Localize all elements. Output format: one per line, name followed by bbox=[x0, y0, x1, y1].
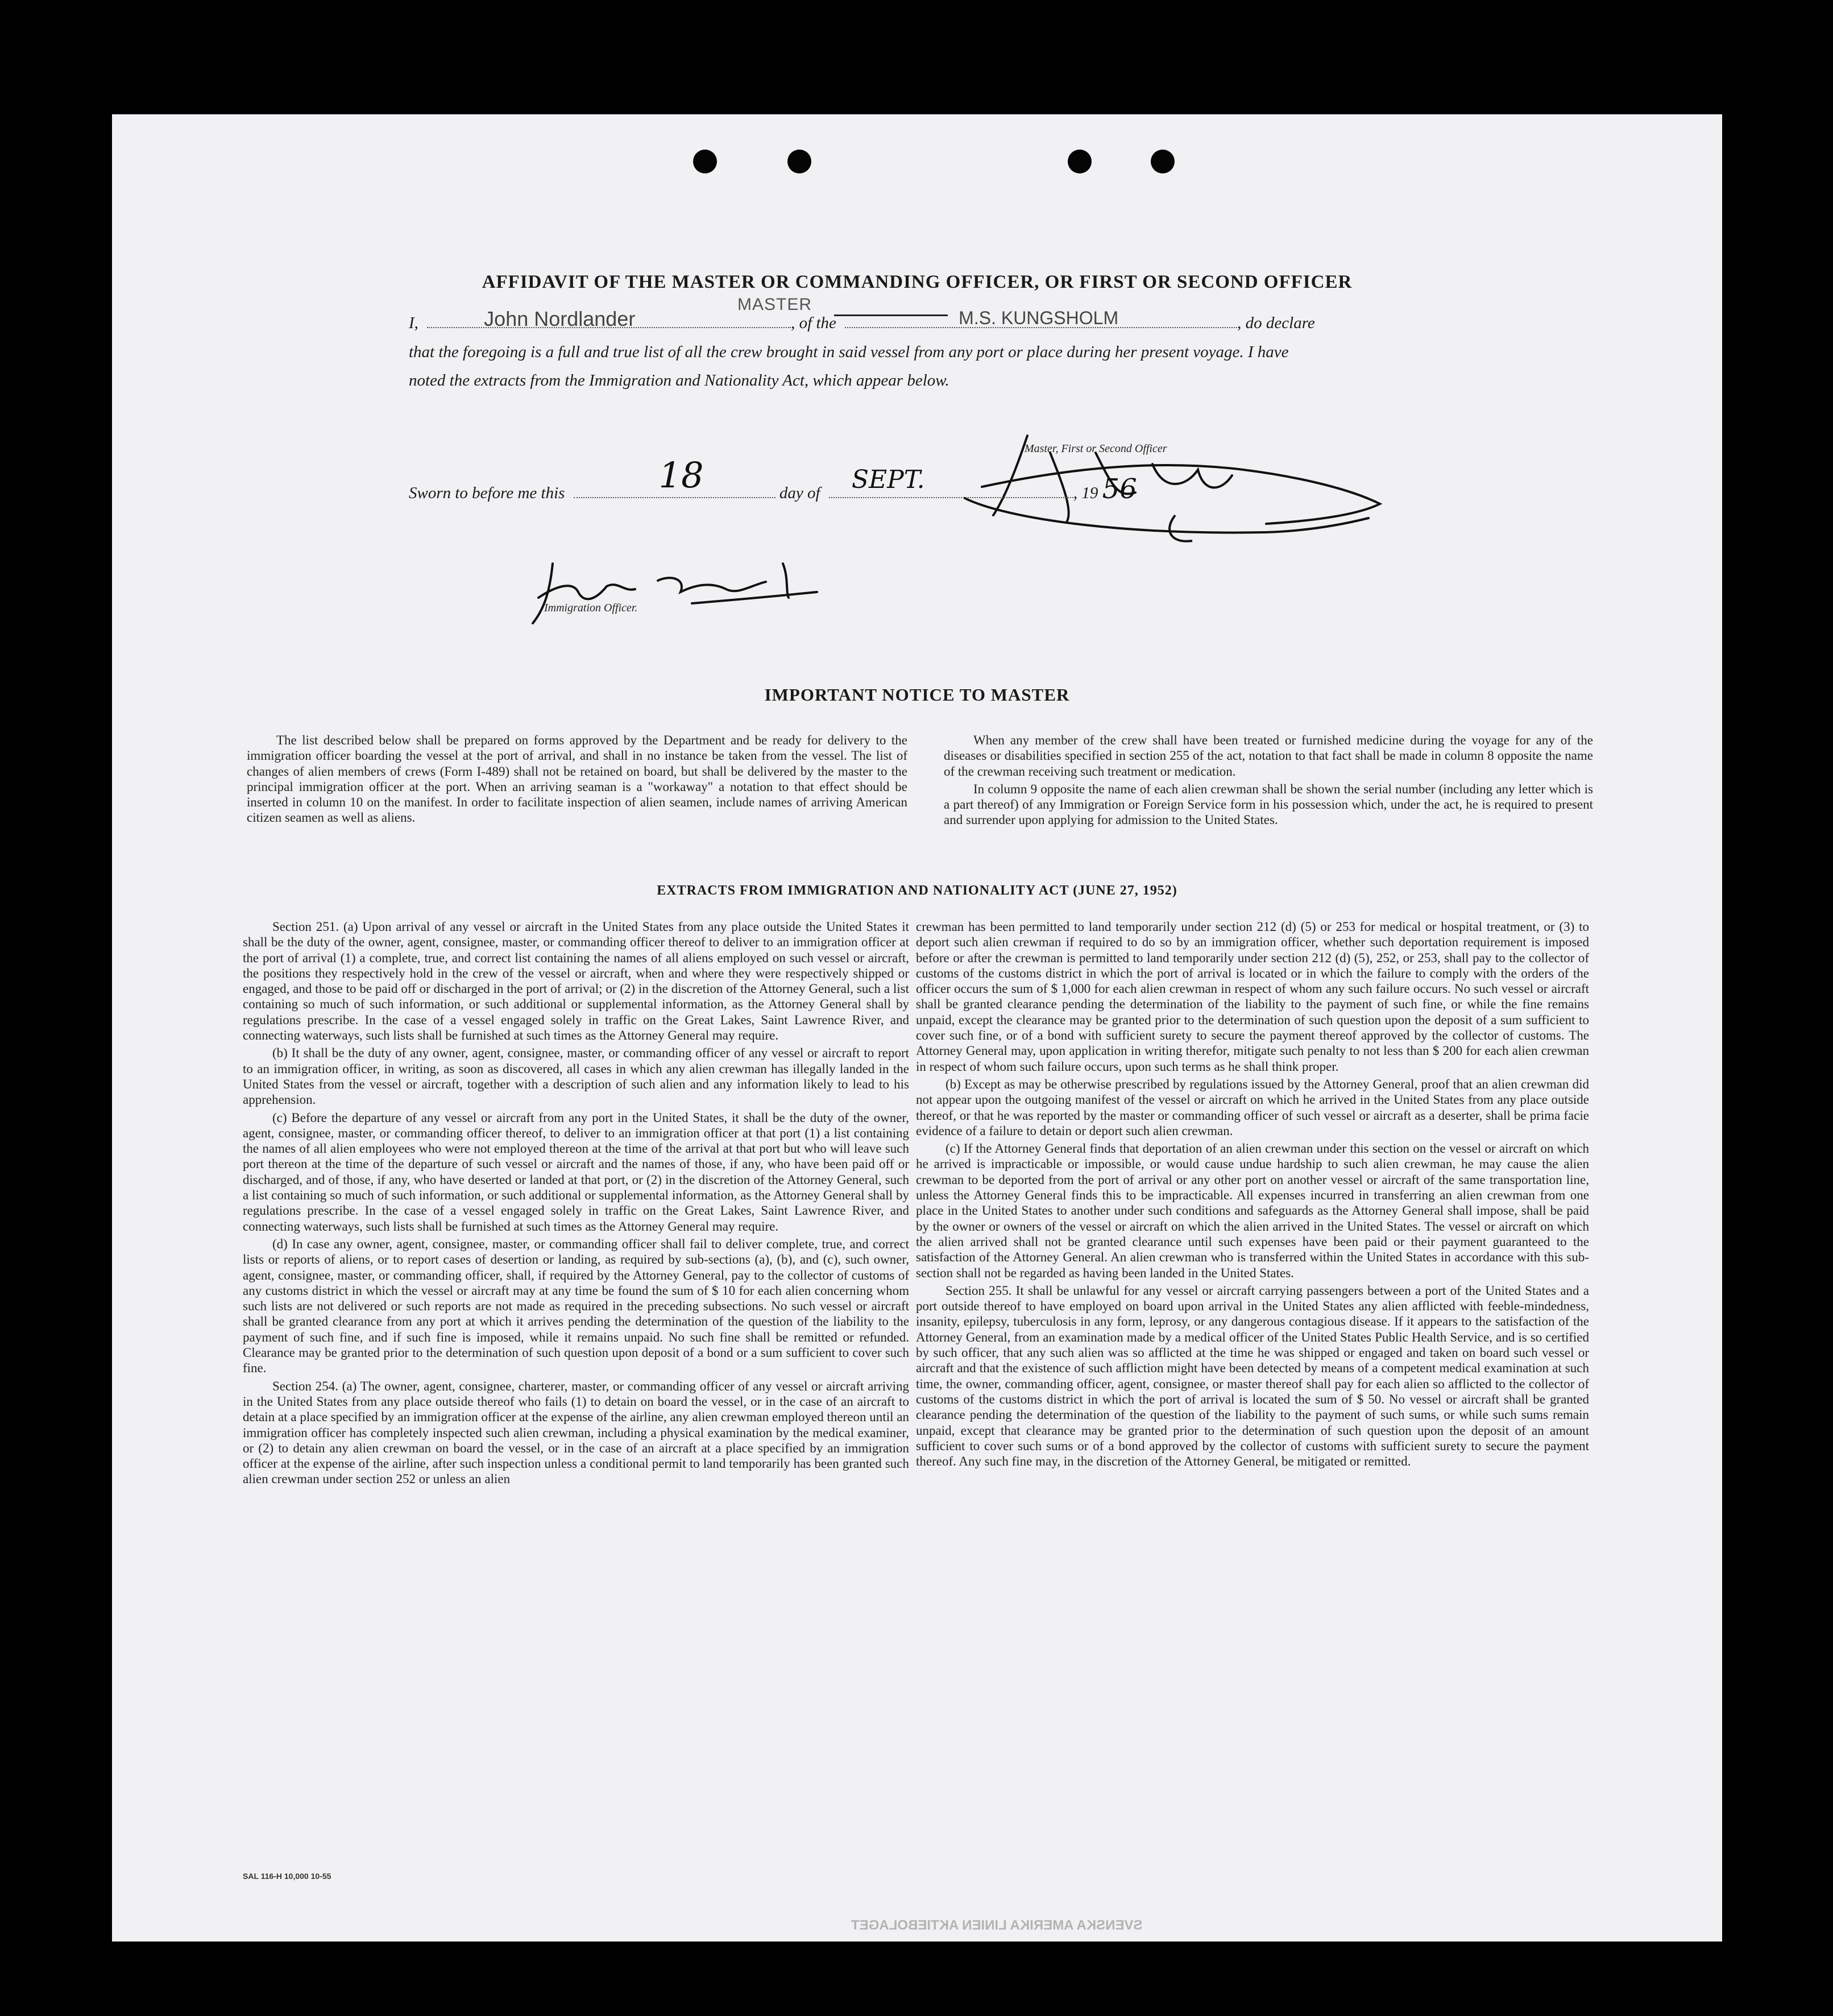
punch-hole-icon bbox=[1151, 150, 1175, 173]
declaration-line-1 bbox=[409, 308, 1523, 338]
vessel-field bbox=[845, 308, 1237, 328]
sworn-prefix: Sworn to before me this bbox=[409, 484, 565, 502]
punch-hole-icon bbox=[693, 150, 717, 173]
day-field bbox=[574, 454, 776, 498]
notice-paragraph: In column 9 opposite the name of each alien crewman shall be shown the serial number (including any letter which is a part thereof) of any Immigration or Foreign Service form in his possession which, under the act, he is required to present and surrender upon applying for admission to the United States. bbox=[944, 781, 1593, 827]
punch-hole-icon bbox=[1068, 150, 1092, 173]
year-prefix: , 19 bbox=[1073, 484, 1098, 502]
month-field bbox=[829, 465, 1073, 498]
notice-right-column bbox=[944, 732, 1593, 830]
extracts-left-column bbox=[243, 919, 909, 1489]
declaration-prefix: I, bbox=[409, 314, 418, 332]
name-field bbox=[427, 308, 791, 328]
officer-caption: Immigration Officer. bbox=[544, 602, 638, 614]
affidavit-title: AFFIDAVIT OF THE MASTER OR COMMANDING OFFICER, OR FIRST OR SECOND OFFICER bbox=[482, 272, 1353, 292]
master-caption: Master, First or Second Officer bbox=[1025, 442, 1167, 455]
punch-hole-icon bbox=[787, 150, 811, 173]
sworn-year: 56 bbox=[1102, 473, 1137, 505]
extracts-title: EXTRACTS FROM IMMIGRATION AND NATIONALITY ACT (JUNE 27, 1952) bbox=[657, 883, 1177, 898]
act-section-251c: (c) Before the departure of any vessel or aircraft from any port in the United States, it shall be the duty of the owner, agent, consignee, master, or commanding officer thereof, to deliver to an immigration officer at that port (1) a list containing the names of all alien employees who were not employed thereon at the time of the arrival at that port but who will leave such port thereon at the time of the departure of such vessel or aircraft and the names of those, if any, who have been paid off or discharged, and of those, if any, who have deserted or landed at that port, or (2) in the discretion of the Attorney General, such a list containing so much of such information, or such additional or supplemental information, as the Attorney General shall by regulations prescribe. In the case of a vessel engaged solely in traffic on the Great Lakes, Saint Lawrence River, and connecting waterways, such lists shall be furnished at such times as the Attorney General may require. bbox=[243, 1110, 909, 1233]
of-the-label: , of the bbox=[791, 314, 836, 332]
affidavit-document bbox=[112, 114, 1722, 1942]
vessel-name: M.S. KUNGSHOLM bbox=[959, 308, 1119, 328]
rank-stamp: MASTER bbox=[737, 295, 812, 314]
sworn-line bbox=[409, 454, 1523, 508]
master-name: John Nordlander bbox=[484, 307, 636, 330]
do-declare-label: , do declare bbox=[1237, 314, 1315, 332]
act-section-251a: Section 251. (a) Upon arrival of any vessel or aircraft in the United States from any place outside the United States it shall be the duty of the owner, agent, consignee, master, or commanding officer thereof to deliver to an immigration officer at the port of arrival (1) a complete, true, and correct list containing the names of all aliens employed on such vessel or aircraft, the positions they respectively hold in the crew of the vessel or aircraft, when and where they were respectively shipped or engaged, and those to be paid off or discharged in the port of arrival; or (2) in the discretion of the Attorney General, such a list containing so much of such information, or such additional or supplemental information, as the Attorney General shall by regulations prescribe. In the case of a vessel engaged solely in traffic on the Great Lakes, Saint Lawrence River, and connecting waterways, such lists shall be furnished at such times as the Attorney General may require. bbox=[243, 920, 909, 1043]
day-of-label: day of bbox=[779, 484, 820, 502]
extracts-right-column bbox=[916, 919, 1589, 1471]
form-code: SAL 116-H 10,000 10-55 bbox=[243, 1872, 331, 1881]
act-section-254c: (c) If the Attorney General finds that deportation of an alien crewman under this section on the vessel or aircraft on which he arrived is impracticable or impossible, or would cause undue hardship to such alien crewman, he may cause the alien crewman to be deported from the port of arrival or any other port on another vessel or aircraft of the same transportation line, unless the Attorney General finds this to be impracticable. All expenses incurred in transferring an alien crewman from one place in the United States to another under such conditions and safeguards as the Attorney General shall impose, shall be paid by the owner or owners of the vessel or aircraft on which the alien arrived in the United States. The vessel or aircraft on which the alien arrived shall not be granted clearance until such expenses have been paid or their payment guaranteed to the satisfaction of the Attorney General. An alien crewman who is transferred within the United States in accordance with this sub-section shall not be regarded as having been landed in the United States. bbox=[916, 1141, 1589, 1280]
act-section-254a-cont: crewman has been permitted to land temporarily under section 212 (d) (5) or 253 for medical or hospital treatment, or (3) to deport such alien crewman if required to do so by an immigration officer, whether such deportation requirement is imposed before or after the crewman is permitted to land temporarily under section 212 (d) (5), 252, or 253, shall pay to the collector of customs of the customs district in which the port of arrival is located or in which the failure to comply with the orders of the officer occurs the sum of $ 1,000 for each alien crewman in respect of whom any such failure occurs. No such vessel or aircraft shall be granted clearance pending the determination of the liability to the payment of such fine, or while the fine remains unpaid, except the clearance may be granted prior to the determination of such question upon the deposit of a sum sufficient to cover such fine, or of a bond with sufficient surety to secure the payment thereof approved by the collector of customs. The Attorney General may, upon application in writing therefor, mitigate such penalty to not less than $ 200 for each alien crewman in respect of whom such failure occurs, upon such terms as he shall think proper. bbox=[916, 920, 1589, 1074]
sworn-month: SEPT. bbox=[851, 465, 925, 494]
notice-left-column bbox=[247, 732, 907, 828]
declaration-line-2: that the foregoing is a full and true list of all the crew brought in said vessel from any port or place during her present voyage. I have bbox=[409, 343, 1289, 361]
act-section-254a: Section 254. (a) The owner, agent, consignee, charterer, master, or commanding officer of any vessel or aircraft arriving in the United States from any place outside thereof who fails (1) to detain on board the vessel, or in the case of an aircraft to detain at a place specified by an immigration officer at the expense of the airline, any alien crewman employed thereon until an immigration officer has completely inspected such alien crewman, including a physical examination by the medical examiner, or (2) to detain any alien crewman on board the vessel, or in the case of an aircraft at a place specified by an immigration officer at the expense of the airline, after such inspection unless a conditional permit to land temporarily has been granted such alien crewman under section 252 or unless an alien bbox=[243, 1379, 909, 1487]
declaration-line-3: noted the extracts from the Immigration and Nationality Act, which appear below. bbox=[409, 371, 949, 390]
act-section-251d: (d) In case any owner, agent, consignee, master, or commanding officer shall fail to deliver complete, true, and correct lists or reports of aliens, or to report cases of desertion or landing, as required by sub-sections (a), (b), and (c), such owner, agent, consignee, master, or commanding officer, shall, if required by the Attorney General, pay to the collector of customs of any customs district in which the vessel or aircraft may at any time be found the sum of $ 10 for each alien concerning whom such lists are not delivered or such reports are not made as required in the preceding subsections. No such vessel or aircraft shall be granted clearance from any port at which it arrives pending the determination of the question of the liability to the payment of such fine, and if such fine is imposed, while it remains unpaid. No such fine shall be remitted or refunded. Clearance may be granted prior to the determination of such question upon deposit of a bond or a sum sufficient to cover such fine. bbox=[243, 1236, 909, 1376]
act-section-251b: (b) It shall be the duty of any owner, agent, consignee, master, or commanding officer of any vessel or aircraft to report to an immigration officer, in writing, as soon as discovered, all cases in which any alien crewman has illegally landed in the United States from the vessel or aircraft, together with a description of such alien and any information likely to lead to his apprehension. bbox=[243, 1046, 909, 1107]
notice-title: IMPORTANT NOTICE TO MASTER bbox=[764, 685, 1070, 705]
act-section-255: Section 255. It shall be unlawful for any vessel or aircraft carrying passengers between a port of the United States and a port outside thereof to have employed on board upon arrival in the United States any alien afflicted with feeble-mindedness, insanity, epilepsy, tuberculosis in any form, leprosy, or any dangerous contagious disease. If it appears to the satisfaction of the Attorney General, from an examination made by a medical officer of the United States Public Health Service, and is so certified by such officer, that any such alien was so afflicted at the time he was shipped or engaged and taken on board such vessel or aircraft and that the existence of such affliction might have been detected by means of a competent medical examination at such time, the owner, commanding officer, agent, consignee, or master thereof shall pay for each alien so afflicted to the collector of customs of the customs district in which the port of arrival is located the sum of $ 50. No vessel or aircraft shall be granted clearance pending the determination of the question of the liability to the payment of such sums, or while such sums remain unpaid, except that clearance may be granted prior to the determination of such question upon the deposit of an amount sufficient to cover such sums or of a bond approved by the collector of customs with sufficient surety to secure the payment thereof. Any such fine may, in the discretion of the Attorney General, be mitigated or remitted. bbox=[916, 1283, 1589, 1469]
act-section-254b: (b) Except as may be otherwise prescribed by regulations issued by the Attorney General, proof that an alien crewman did not appear upon the outgoing manifest of the vessel or aircraft on which he arrived in the United States from any place outside thereof, or that he was reported by the master or commanding officer of such vessel or aircraft as a deserter, shall be prima facie evidence of a failure to detain or deport such alien crewman. bbox=[916, 1077, 1589, 1138]
bleed-through-text: SVENSKA AMERIKA LINIEN AKTIEBOLAGET bbox=[851, 1918, 1143, 1933]
officer-signature bbox=[521, 547, 828, 632]
sworn-day: 18 bbox=[658, 454, 704, 496]
notice-paragraph: The list described below shall be prepared on forms approved by the Department and be ready for delivery to the immigration officer boarding the vessel at the port of arrival, and shall in no instance be taken from the vessel. The list of changes of alien members of crews (Form I-489) shall not be retained on board, but shall be delivered by the master to the principal immigration officer at the port. When an arriving seaman is a "workaway" a notation to that effect should be inserted in column 10 on the manifest. In order to facilitate inspection of alien seamen, include names of arriving American citizen seamen as well as aliens. bbox=[247, 733, 907, 825]
notice-paragraph: When any member of the crew shall have been treated or furnished medicine during the voyage for any of the diseases or disabilities specified in section 255 of the act, notation to that fact shall be made in column 8 opposite the name of the crewman receiving such treatment or medication. bbox=[944, 733, 1593, 779]
